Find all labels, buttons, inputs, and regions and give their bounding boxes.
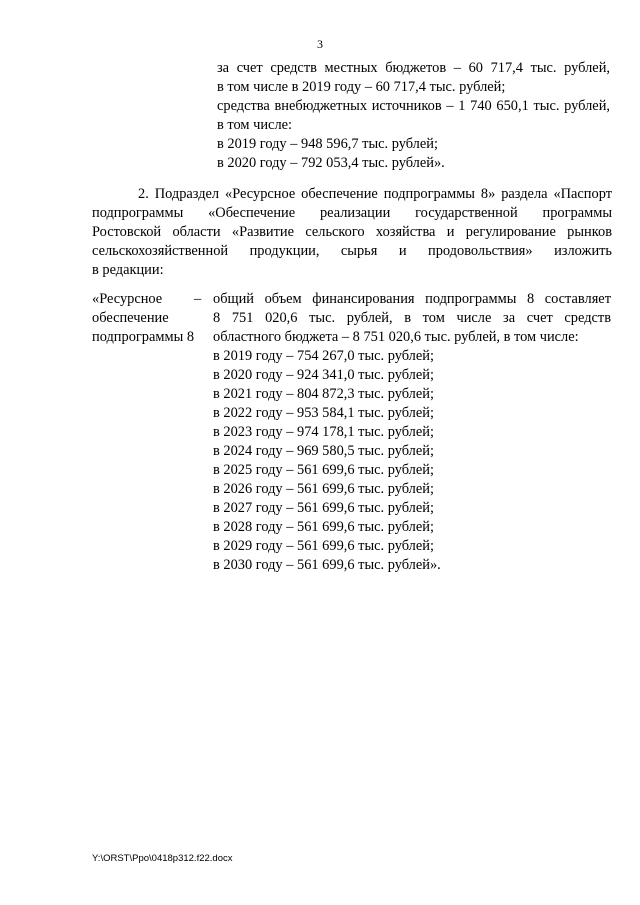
year-line: в 2022 году – 953 584,1 тыс. рублей; — [213, 405, 434, 421]
year-line: в 2028 году – 561 699,6 тыс. рублей; — [213, 519, 434, 535]
resource-label — [92, 290, 207, 347]
label-line: «Ресурсное — [92, 291, 163, 307]
year-line: в 2024 году – 969 580,5 тыс. рублей; — [213, 443, 434, 459]
year-line: в 2025 году – 561 699,6 тыс. рублей; — [213, 462, 434, 478]
text-line: Ростовской области «Развитие сельского хозяйства и регулирование рынков — [92, 224, 612, 240]
label-dash: – — [194, 291, 202, 307]
label-line: подпрограммы 8 — [92, 329, 195, 345]
file-path-footer: Y:\ORST\Ppo\0418p312.f22.docx — [92, 853, 233, 864]
label-line: обеспечение — [92, 310, 169, 326]
text-line: в том числе в 2019 году – 60 717,4 тыс. рублей; — [217, 79, 506, 95]
text-line: средства внебюджетных источников – 1 740 650,1 тыс. рублей, — [217, 98, 610, 114]
text-line: подпрограммы «Обеспечение реализации государственной программы — [92, 205, 612, 221]
year-line: в 2030 году – 561 699,6 тыс. рублей». — [213, 557, 441, 573]
text-line: в 2020 году – 792 053,4 тыс. рублей». — [217, 155, 445, 171]
page-number: 3 — [317, 37, 323, 51]
text-line: общий объем финансирования подпрограммы 8 составляет — [213, 291, 611, 307]
year-line: в 2027 году – 561 699,6 тыс. рублей; — [213, 500, 434, 516]
year-line: в 2019 году – 754 267,0 тыс. рублей; — [213, 348, 434, 364]
text-line: за счет средств местных бюджетов – 60 717,4 тыс. рублей, — [217, 60, 610, 76]
year-line: в 2021 году – 804 872,3 тыс. рублей; — [213, 386, 434, 402]
text-line: 2. Подраздел «Ресурсное обеспечение подпрограммы 8» раздела «Паспорт — [138, 186, 612, 202]
amendment-paragraph — [92, 185, 612, 280]
resource-body — [213, 290, 611, 575]
text-line: областного бюджета – 8 751 020,6 тыс. рублей, в том числе: — [213, 329, 579, 345]
year-line: в 2020 году – 924 341,0 тыс. рублей; — [213, 367, 434, 383]
year-line: в 2026 году – 561 699,6 тыс. рублей; — [213, 481, 434, 497]
text-line: в 2019 году – 948 596,7 тыс. рублей; — [217, 136, 438, 152]
text-line: в том числе: — [217, 117, 293, 133]
funding-continuation — [217, 59, 610, 173]
year-line: в 2023 году – 974 178,1 тыс. рублей; — [213, 424, 434, 440]
text-line: 8 751 020,6 тыс. рублей, в том числе за счет средств — [213, 310, 611, 326]
text-line: в редакции: — [92, 262, 164, 278]
year-line: в 2029 году – 561 699,6 тыс. рублей; — [213, 538, 434, 554]
text-line: сельскохозяйственной продукции, сырья и продовольствия» изложить — [92, 243, 612, 259]
